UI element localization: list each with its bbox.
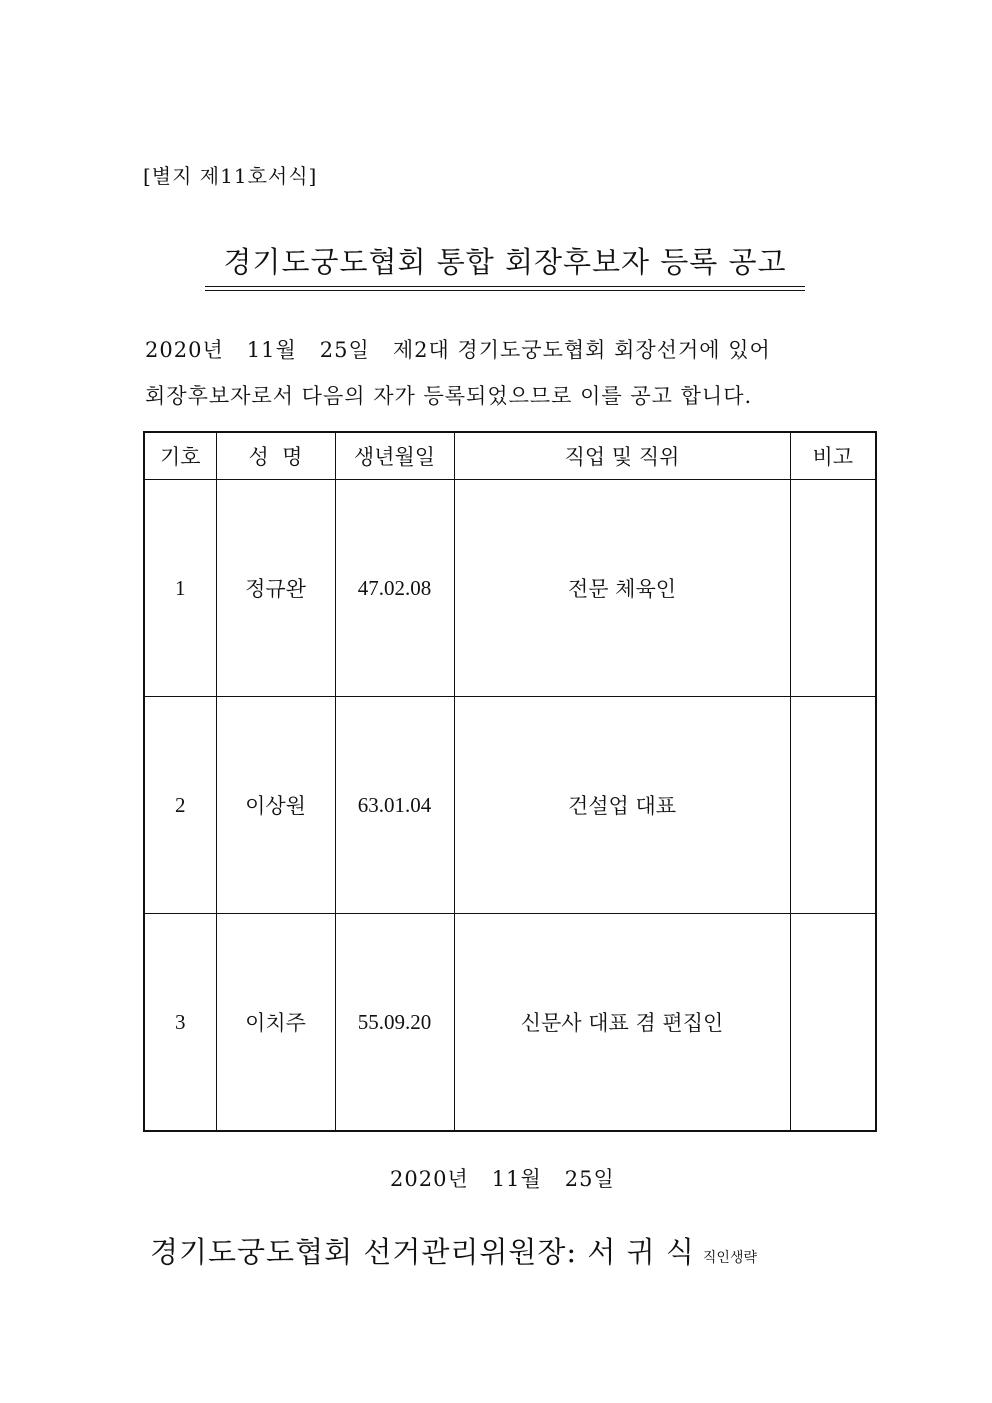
seal-omitted-note: 직인생략: [702, 1250, 757, 1266]
page-title: 경기도궁도협회 통합 회장후보자 등록 공고: [223, 245, 787, 279]
candidate-birthdate: 55.09.20: [335, 914, 454, 1132]
signature-line: [150, 1230, 757, 1271]
issue-date: 2020년 11월 25일: [390, 1167, 615, 1191]
candidate-table: [143, 431, 877, 1132]
candidate-birthdate: 63.01.04: [335, 697, 454, 914]
candidate-remarks: [790, 480, 876, 697]
form-label: [별지 제11호서식]: [143, 164, 318, 188]
candidate-birthdate: 47.02.08: [335, 480, 454, 697]
candidate-occupation: 전문 체육인: [454, 480, 790, 697]
header-occupation: 직업 및 직위: [454, 432, 790, 480]
header-number: 기호: [144, 432, 216, 480]
table-header-row: [144, 432, 876, 480]
announcement-line-2: 회장후보자로서 다음의 자가 등록되었으므로 이를 공고 합니다.: [145, 384, 753, 408]
candidate-remarks: [790, 697, 876, 914]
header-name: 성 명: [216, 432, 335, 480]
candidate-number: 3: [144, 914, 216, 1132]
candidate-number: 2: [144, 697, 216, 914]
header-remarks: 비고: [790, 432, 876, 480]
table-row: [144, 914, 876, 1132]
header-birthdate: 생년월일: [335, 432, 454, 480]
candidate-name: 이치주: [216, 914, 335, 1132]
candidate-remarks: [790, 914, 876, 1132]
table-row: [144, 480, 876, 697]
candidate-occupation: 신문사 대표 겸 편집인: [454, 914, 790, 1132]
title-double-underline: [205, 286, 805, 291]
candidate-occupation: 건설업 대표: [454, 697, 790, 914]
candidate-number: 1: [144, 480, 216, 697]
candidate-name: 정규완: [216, 480, 335, 697]
candidate-name: 이상원: [216, 697, 335, 914]
signature-text: 경기도궁도협회 선거관리위원장: 서 귀 식: [150, 1235, 695, 1269]
announcement-line-1: 2020년 11월 25일 제2대 경기도궁도협회 회장선거에 있어: [145, 338, 771, 362]
table-row: [144, 697, 876, 914]
